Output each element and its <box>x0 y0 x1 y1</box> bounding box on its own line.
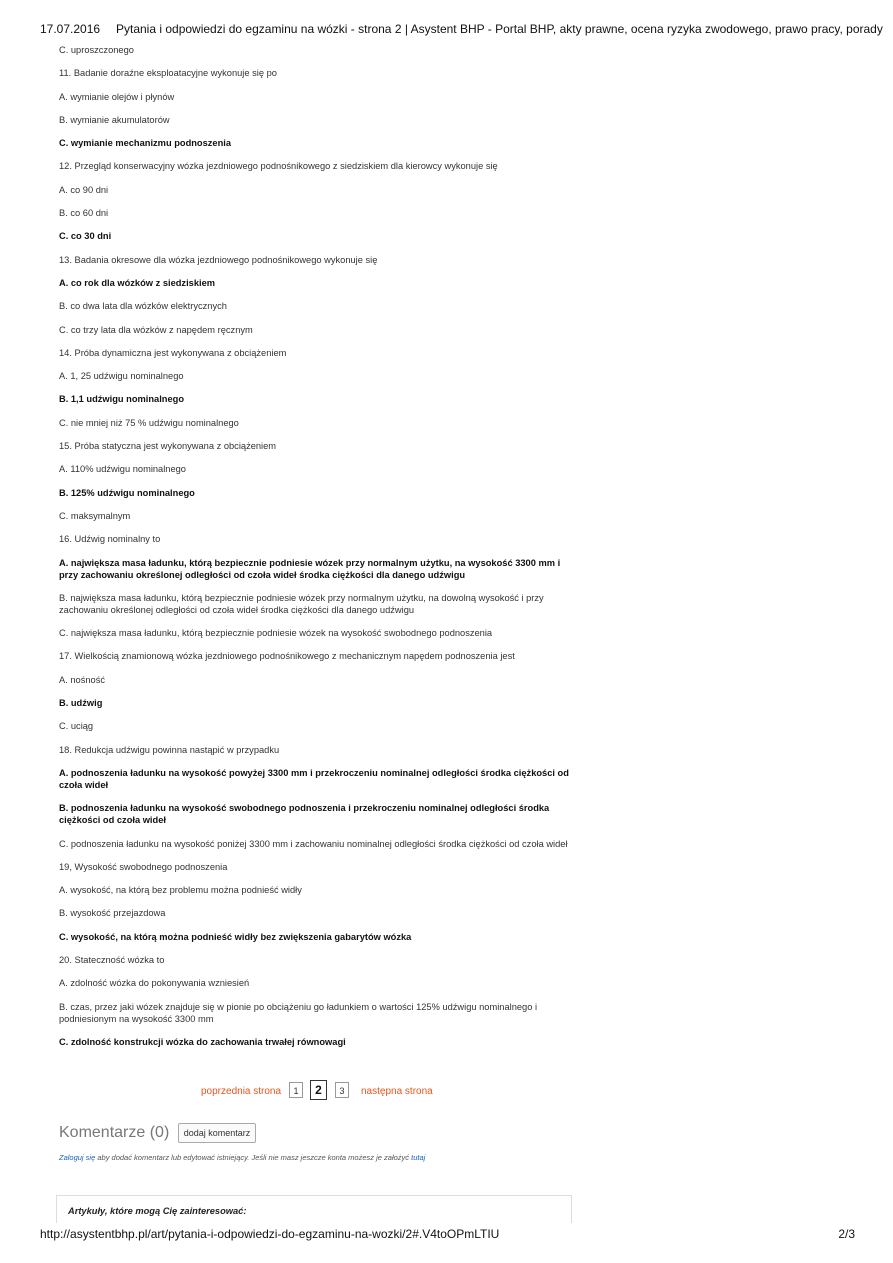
prev-page-link[interactable]: poprzednia strona <box>201 1086 282 1097</box>
text-line: A. wysokość, na którą bez problemu można podnieść widły <box>59 885 302 896</box>
text-line: C. uciąg <box>59 721 94 732</box>
correct-answer: C. wysokość, na którą można podnieść widły bez zwiększenia gabarytów wózka <box>59 931 412 942</box>
correct-answer: C. wymianie mechanizmu podnoszenia <box>59 138 232 149</box>
text-line: 14. Próba dynamiczna jest wykonywana z obciążeniem <box>59 347 287 358</box>
text-line: B. co dwa lata dla wózków elektrycznych <box>59 301 227 312</box>
text-line: 16. Udźwig nominalny to <box>59 534 161 545</box>
text-line: B. wymianie akumulatorów <box>59 114 170 125</box>
correct-answer: A. co rok dla wózków z siedziskiem <box>59 277 216 288</box>
text-line: A. zdolność wózka do pokonywania wzniesień <box>59 978 250 989</box>
correct-answer: A. podnoszenia ładunku na wysokość powyżej 3300 mm i przekroczeniu nominalnej odległości środka ciężkości od czoła wideł <box>59 767 569 790</box>
text-line: B. czas, przez jaki wózek znajduje się w pionie po obciążeniu go ładunkiem o wartości 125% udźwigu nominalnego i podniesionym na wysokość 3300 mm <box>59 1001 538 1024</box>
comments-title: Komentarze (0) <box>59 1124 170 1141</box>
correct-answer: B. 1,1 udźwigu nominalnego <box>59 394 184 405</box>
correct-answer: B. 125% udźwigu nominalnego <box>59 487 195 498</box>
text-line: C. uproszczonego <box>59 45 134 55</box>
text-line: 20. Stateczność wózka to <box>59 954 165 965</box>
page-link-1[interactable]: 1 <box>289 1082 303 1098</box>
add-comment-button[interactable]: dodaj komentarz <box>178 1123 257 1143</box>
text-line: A. 110% udźwigu nominalnego <box>59 464 186 475</box>
text-line: 18. Redukcja udźwigu powinna nastąpić w przypadku <box>59 744 280 755</box>
print-date: 17.07.2016 <box>40 22 101 36</box>
text-line: 19, Wysokość swobodnego podnoszenia <box>59 861 228 872</box>
text-line: B. wysokość przejazdowa <box>59 908 166 919</box>
text-line: A. wymianie olejów i płynów <box>59 91 175 102</box>
correct-answer: B. udźwig <box>59 698 103 709</box>
pagination <box>0 1082 893 1102</box>
text-line: 17. Wielkością znamionową wózka jezdniowego podnośnikowego z mechanicznym napędem podnoszenia jest <box>59 651 515 662</box>
correct-answer: C. co 30 dni <box>59 231 112 242</box>
print-url: http://asystentbhp.pl/art/pytania-i-odpowiedzi-do-egzaminu-na-wozki/2#.V4toOPmLTIU <box>40 1227 500 1241</box>
login-note <box>59 1153 425 1162</box>
text-line: A. 1, 25 udźwigu nominalnego <box>59 371 184 382</box>
login-note-text: aby dodać komentarz lub edytować istniejący. Jeśli nie masz jeszcze konta możesz je założyć <box>95 1153 412 1162</box>
text-line: 11. Badanie doraźne eksploatacyjne wykonuje się po <box>59 68 277 79</box>
login-link[interactable]: Zaloguj się <box>59 1153 96 1162</box>
correct-answer: C. zdolność konstrukcji wózka do zachowania trwałej równowagi <box>59 1036 346 1047</box>
text-line: 15. Próba statyczna jest wykonywana z obciążeniem <box>59 441 277 452</box>
text-line: A. nośność <box>59 674 105 685</box>
print-footer <box>0 1227 893 1243</box>
print-header <box>0 22 893 38</box>
text-line: C. co trzy lata dla wózków z napędem ręcznym <box>59 324 253 335</box>
related-articles-box <box>56 1195 572 1223</box>
register-link[interactable]: tutaj <box>411 1153 426 1162</box>
text-line: C. największa masa ładunku, którą bezpiecznie podniesie wózek na wysokość swobodnego podnoszenia <box>59 628 493 639</box>
article-content <box>59 44 579 1059</box>
comments-section <box>59 1123 579 1162</box>
text-line: 12. Przegląd konserwacyjny wózka jezdniowego podnośnikowego z siedziskiem dla kierowcy wykonuje się <box>59 161 498 172</box>
page-link-3[interactable]: 3 <box>335 1082 349 1098</box>
text-line: C. podnoszenia ładunku na wysokość poniżej 3300 mm i zachowaniu nominalnej odległości środka ciężkości od czoła wideł <box>59 838 568 849</box>
text-line: C. nie mniej niż 75 % udźwigu nominalnego <box>59 417 239 428</box>
page-link-2-current[interactable]: 2 <box>310 1080 327 1100</box>
print-page-number: 2/3 <box>838 1227 855 1241</box>
text-line: 13. Badania okresowe dla wózka jezdniowego podnośnikowego wykonuje się <box>59 254 378 265</box>
text-line: B. największa masa ładunku, którą bezpiecznie podniesie wózek przy normalnym użytku, na dowolną wysokość i przy zachowaniu określonej odległości od czoła wideł środka ciężkości dla danego udźwigu <box>59 592 544 615</box>
text-line: A. co 90 dni <box>59 184 109 195</box>
related-articles-title: Artykuły, które mogą Cię zainteresować: <box>68 1206 247 1216</box>
correct-answer: B. podnoszenia ładunku na wysokość swobodnego podnoszenia i przekroczeniu nominalnej odległości środka ciężkości od czoła wideł <box>59 803 550 826</box>
next-page-link[interactable]: następna strona <box>361 1086 433 1097</box>
text-line: C. maksymalnym <box>59 510 131 521</box>
print-page-title: Pytania i odpowiedzi do egzaminu na wózki - strona 2 | Asystent BHP - Portal BHP, akty prawne, ocena ryzyka zwodowego, prawo pracy, porady <box>116 22 883 36</box>
text-line: B. co 60 dni <box>59 208 109 219</box>
correct-answer: A. największa masa ładunku, którą bezpiecznie podniesie wózek przy normalnym użytku, na wysokość 3300 mm i przy zachowaniu określonej odległości od czoła wideł środka ciężkości dla danego udźwigu <box>59 557 561 580</box>
